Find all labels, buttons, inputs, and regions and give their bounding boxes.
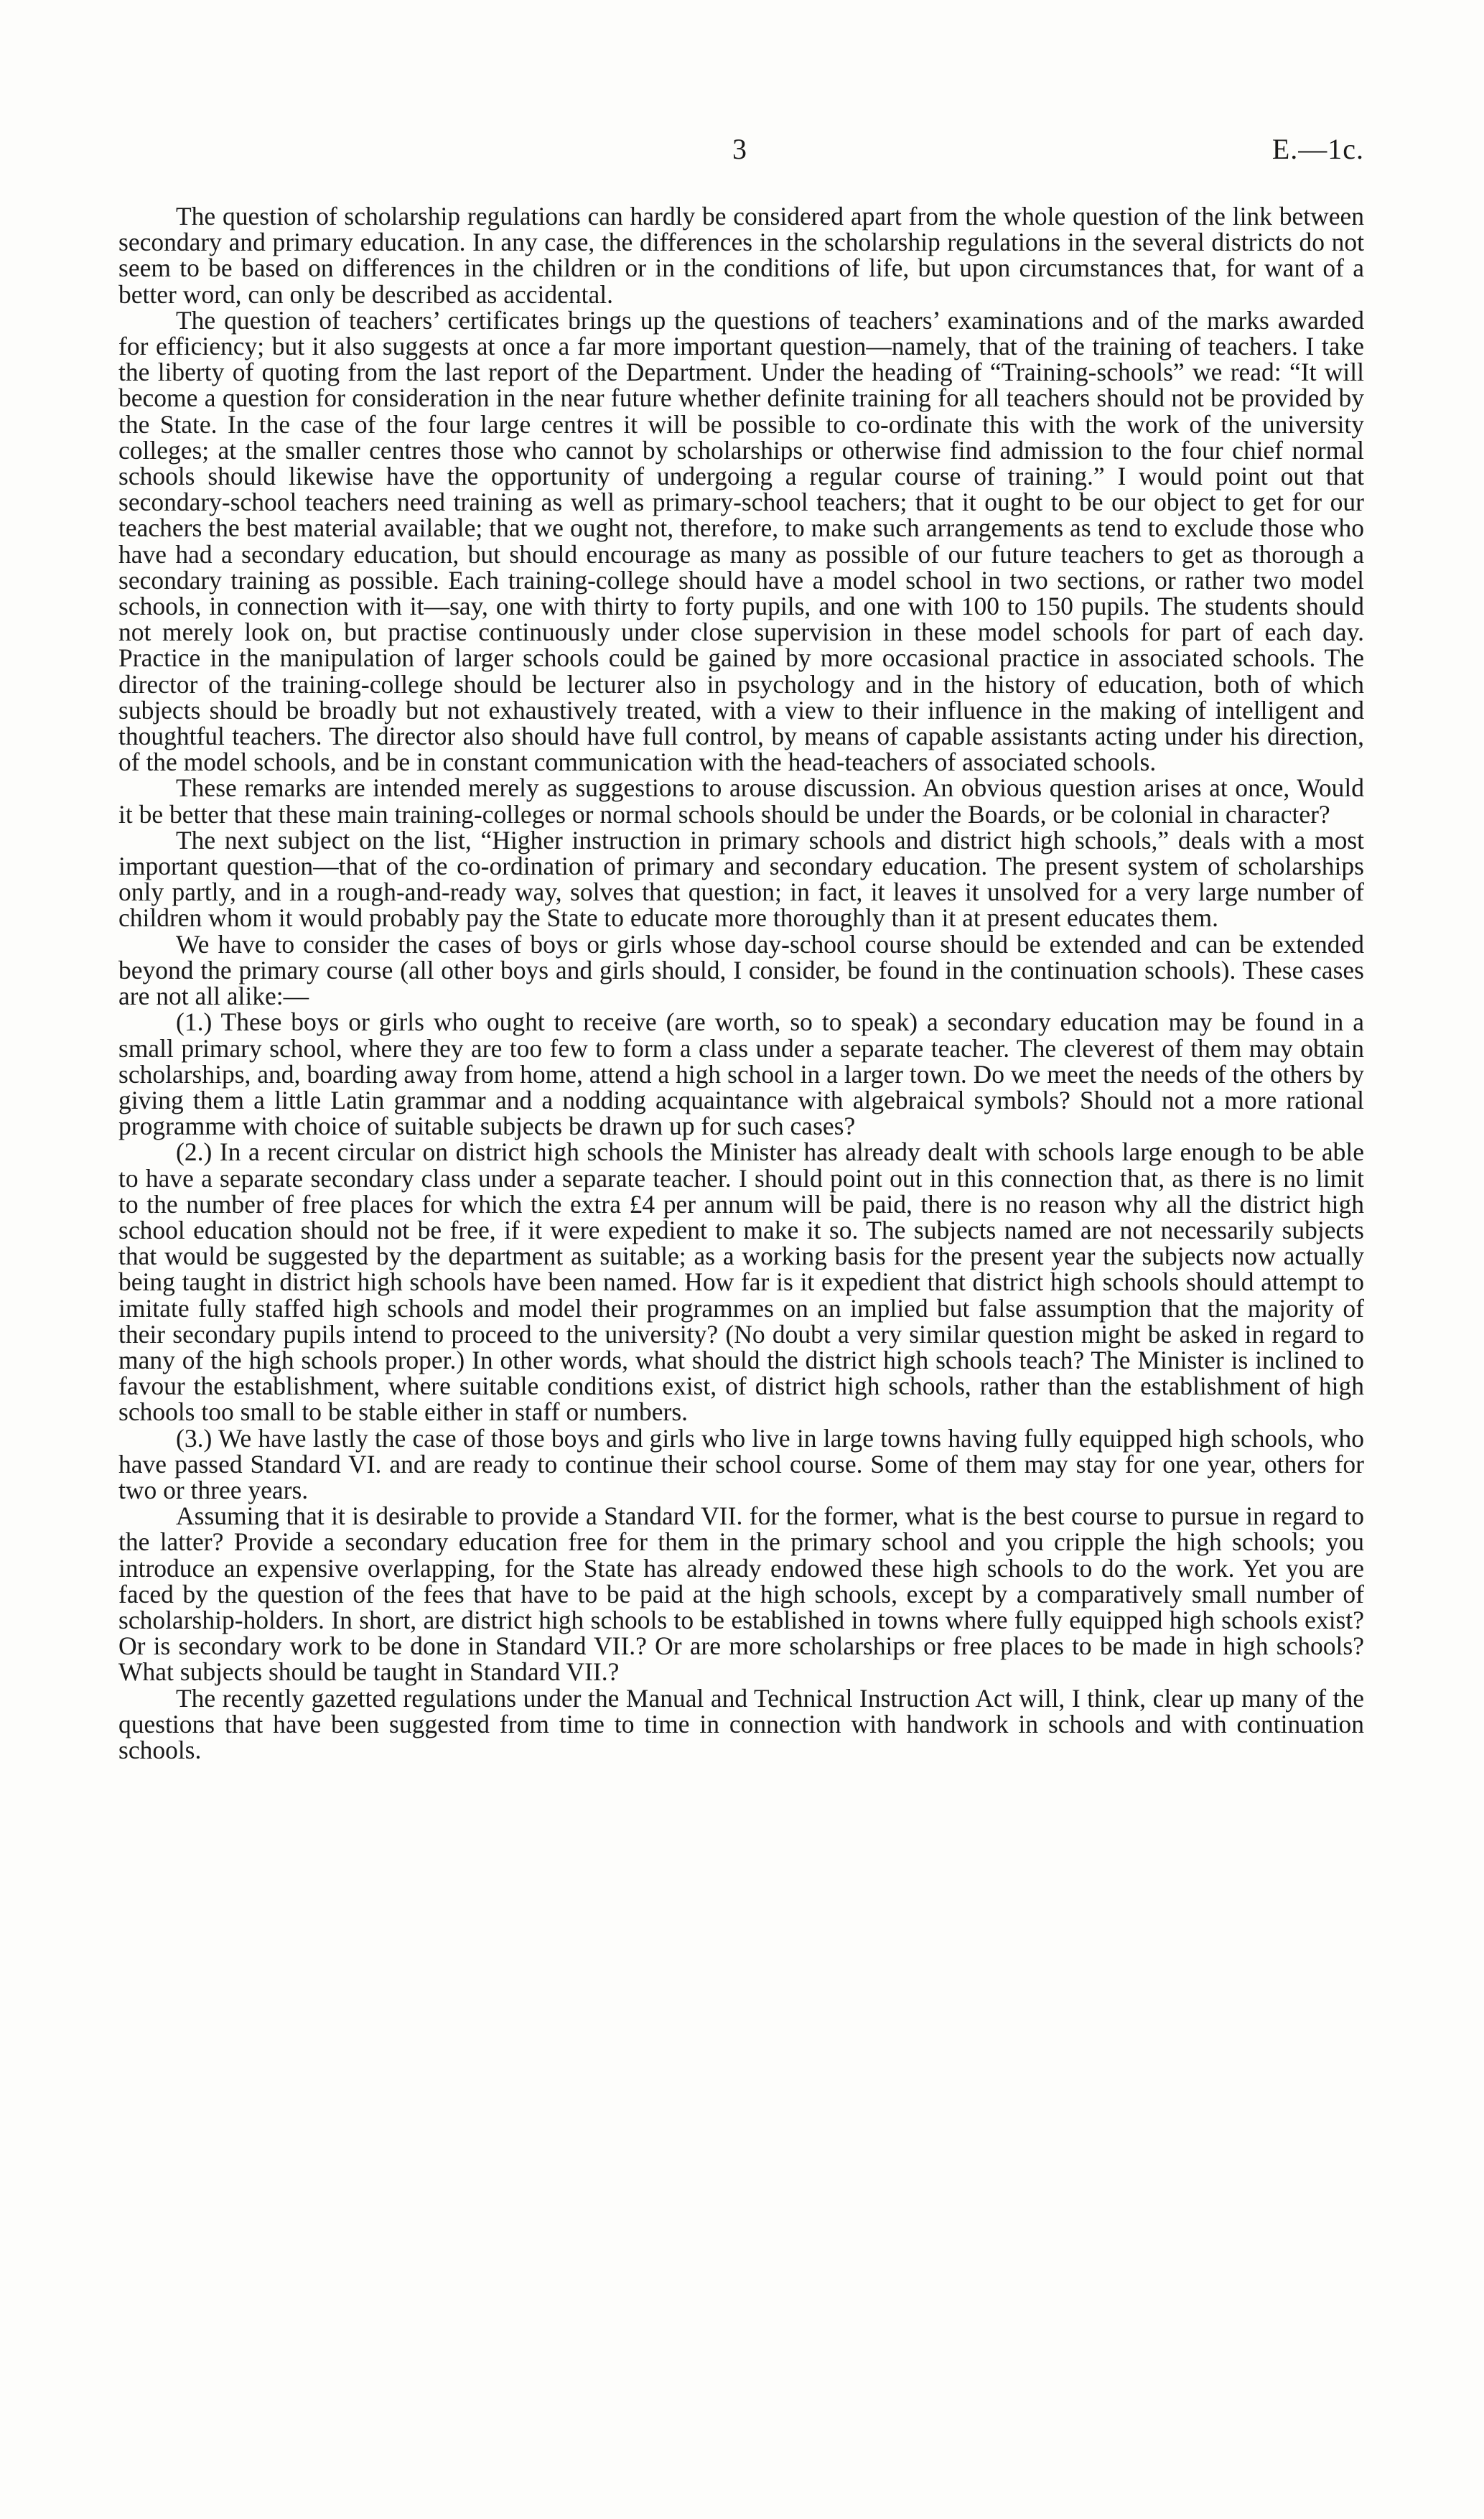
- paragraph: (2.) In a recent circular on district high schools the Minister has already dealt with schools large enough to be able to have a separate secondary class under a separate teacher. I should point out in this connection that, as there is no limit to the number of free places for which the extra £4 per annum will be paid, there is no reason why all the district high school education should not be free, if it were expedient to make it so. The subjects named are not necessarily subjects that would be suggested by the department as suitable; as a working basis for the present year the subjects now actually being taught in district high schools have been named. How far is it expedient that district high schools should attempt to imitate fully staffed high schools and model their programmes on an implied but false assumption that the majority of their secondary pupils intend to proceed to the university? (No doubt a very similar question might be asked in regard to many of the high schools proper.) In other words, what should the district high schools teach? The Minister is inclined to favour the establishment, where suitable conditions exist, of district high schools, rather than the establishment of high schools too small to be stable either in staff or numbers.: [118, 1137, 1364, 1427]
- report-code: E.—1c.: [1271, 133, 1364, 165]
- paragraph: We have to consider the cases of boys or girls whose day-school course should be extended and can be extended beyond the primary course (all other boys and girls should, I consider, be found in the continuation schools). These cases are not all alike:—: [118, 929, 1364, 1011]
- page-header: [118, 128, 1364, 171]
- paragraph: The question of scholarship regulations can hardly be considered apart from the whole question of the link between secondary and primary education. In any case, the differences in the scholarship regulations in the several districts do not seem to be based on differences in the children or in the conditions of life, but upon circumstances that, for want of a better word, can only be described as accidental.: [118, 202, 1364, 309]
- body-text: [118, 203, 1364, 1763]
- paragraph: The next subject on the list, “Higher instruction in primary schools and district high schools,” deals with a most important question—that of the co-ordination of primary and secondary education. The present system of scholarships only partly, and in a rough-and-ready way, solves that question; in fact, it leaves it unsolved for a very large number of children whom it would probably pay the State to educate more thoroughly than it at present educates them.: [118, 825, 1364, 933]
- paragraph: (1.) These boys or girls who ought to receive (are worth, so to speak) a secondary education may be found in a small primary school, where they are too few to form a class under a separate teacher. The cleverest of them may obtain scholarships, and, boarding away from home, attend a high school in a larger town. Do we meet the needs of the others by giving them a little Latin grammar and a nodding acquaintance with algebraical symbols? Should not a more rational programme with choice of suitable subjects be drawn up for such cases?: [118, 1007, 1364, 1141]
- paragraph: The recently gazetted regulations under the Manual and Technical Instruction Act will, I think, clear up many of the questions that have been suggested from time to time in connection with handwork in schools and with continuation schools.: [118, 1683, 1364, 1764]
- page-number: 3: [732, 133, 747, 165]
- paragraph: The question of teachers’ certificates brings up the questions of teachers’ examinations and of the marks awarded for efficiency; but it also suggests at once a far more important question—namely, that of the training of teachers. I take the liberty of quoting from the last report of the Department. Under the heading of “Training-schools” we read: “It will become a question for consideration in the near future whether definite training for all teachers should not be provided by the State. In the case of the four large centres it will be possible to co-ordinate this with the work of the university colleges; at the smaller centres those who cannot by scholarships or otherwise find admission to the four chief normal schools should likewise have the opportunity of undergoing a regular course of training.” I would point out that secondary-school teachers need training as well as primary-school teachers; that it ought to be our object to get for our teachers the best material available; that we ought not, therefore, to make such arrangements as tend to exclude those who have had a secondary education, but should encourage as many as possible of our future teachers to get as thorough a secondary training as possible. Each training-college should have a model school in two sections, or rather two model schools, in connection with it—say, one with thirty to forty pupils, and one with 100 to 150 pupils. The students should not merely look on, but practise continuously under close supervision in these model schools for part of each day. Practice in the manipulation of larger schools could be gained by more occasional practice in associated schools. The director of the training-college should be lecturer also in psychology and in the history of education, both of which subjects should be broadly but not exhaustively treated, with a view to their influence in the making of intelligent and thoughtful teachers. The director also should have full control, by means of capable assistants acting under his direction, of the model schools, and be in constant communication with the head-teachers of associated schools.: [118, 305, 1364, 777]
- paragraph: (3.) We have lastly the case of those boys and girls who live in large towns having fully equipped high schools, who have passed Standard VI. and are ready to continue their school course. Some of them may stay for one year, others for two or three years.: [118, 1423, 1364, 1504]
- paragraph: Assuming that it is desirable to provide a Standard VII. for the former, what is the best course to pursue in regard to the latter? Provide a secondary education free for them in the primary school and you cripple the high schools; you introduce an expensive overlapping, for the State has already endowed these high schools to do the work. Yet you are faced by the question of the fees that have to be paid at the high schools, except by a comparatively small number of scholarship-holders. In short, are district high schools to be established in towns where fully equipped high schools exist? Or is secondary work to be done in Standard VII.? Or are more scholarships or free places to be made in high schools? What subjects should be taught in Standard VII.?: [118, 1501, 1364, 1687]
- paragraph: These remarks are intended merely as suggestions to arouse discussion. An obvious question arises at once, Would it be better that these main training-colleges or normal schools should be under the Boards, or be colonial in character?: [118, 773, 1364, 829]
